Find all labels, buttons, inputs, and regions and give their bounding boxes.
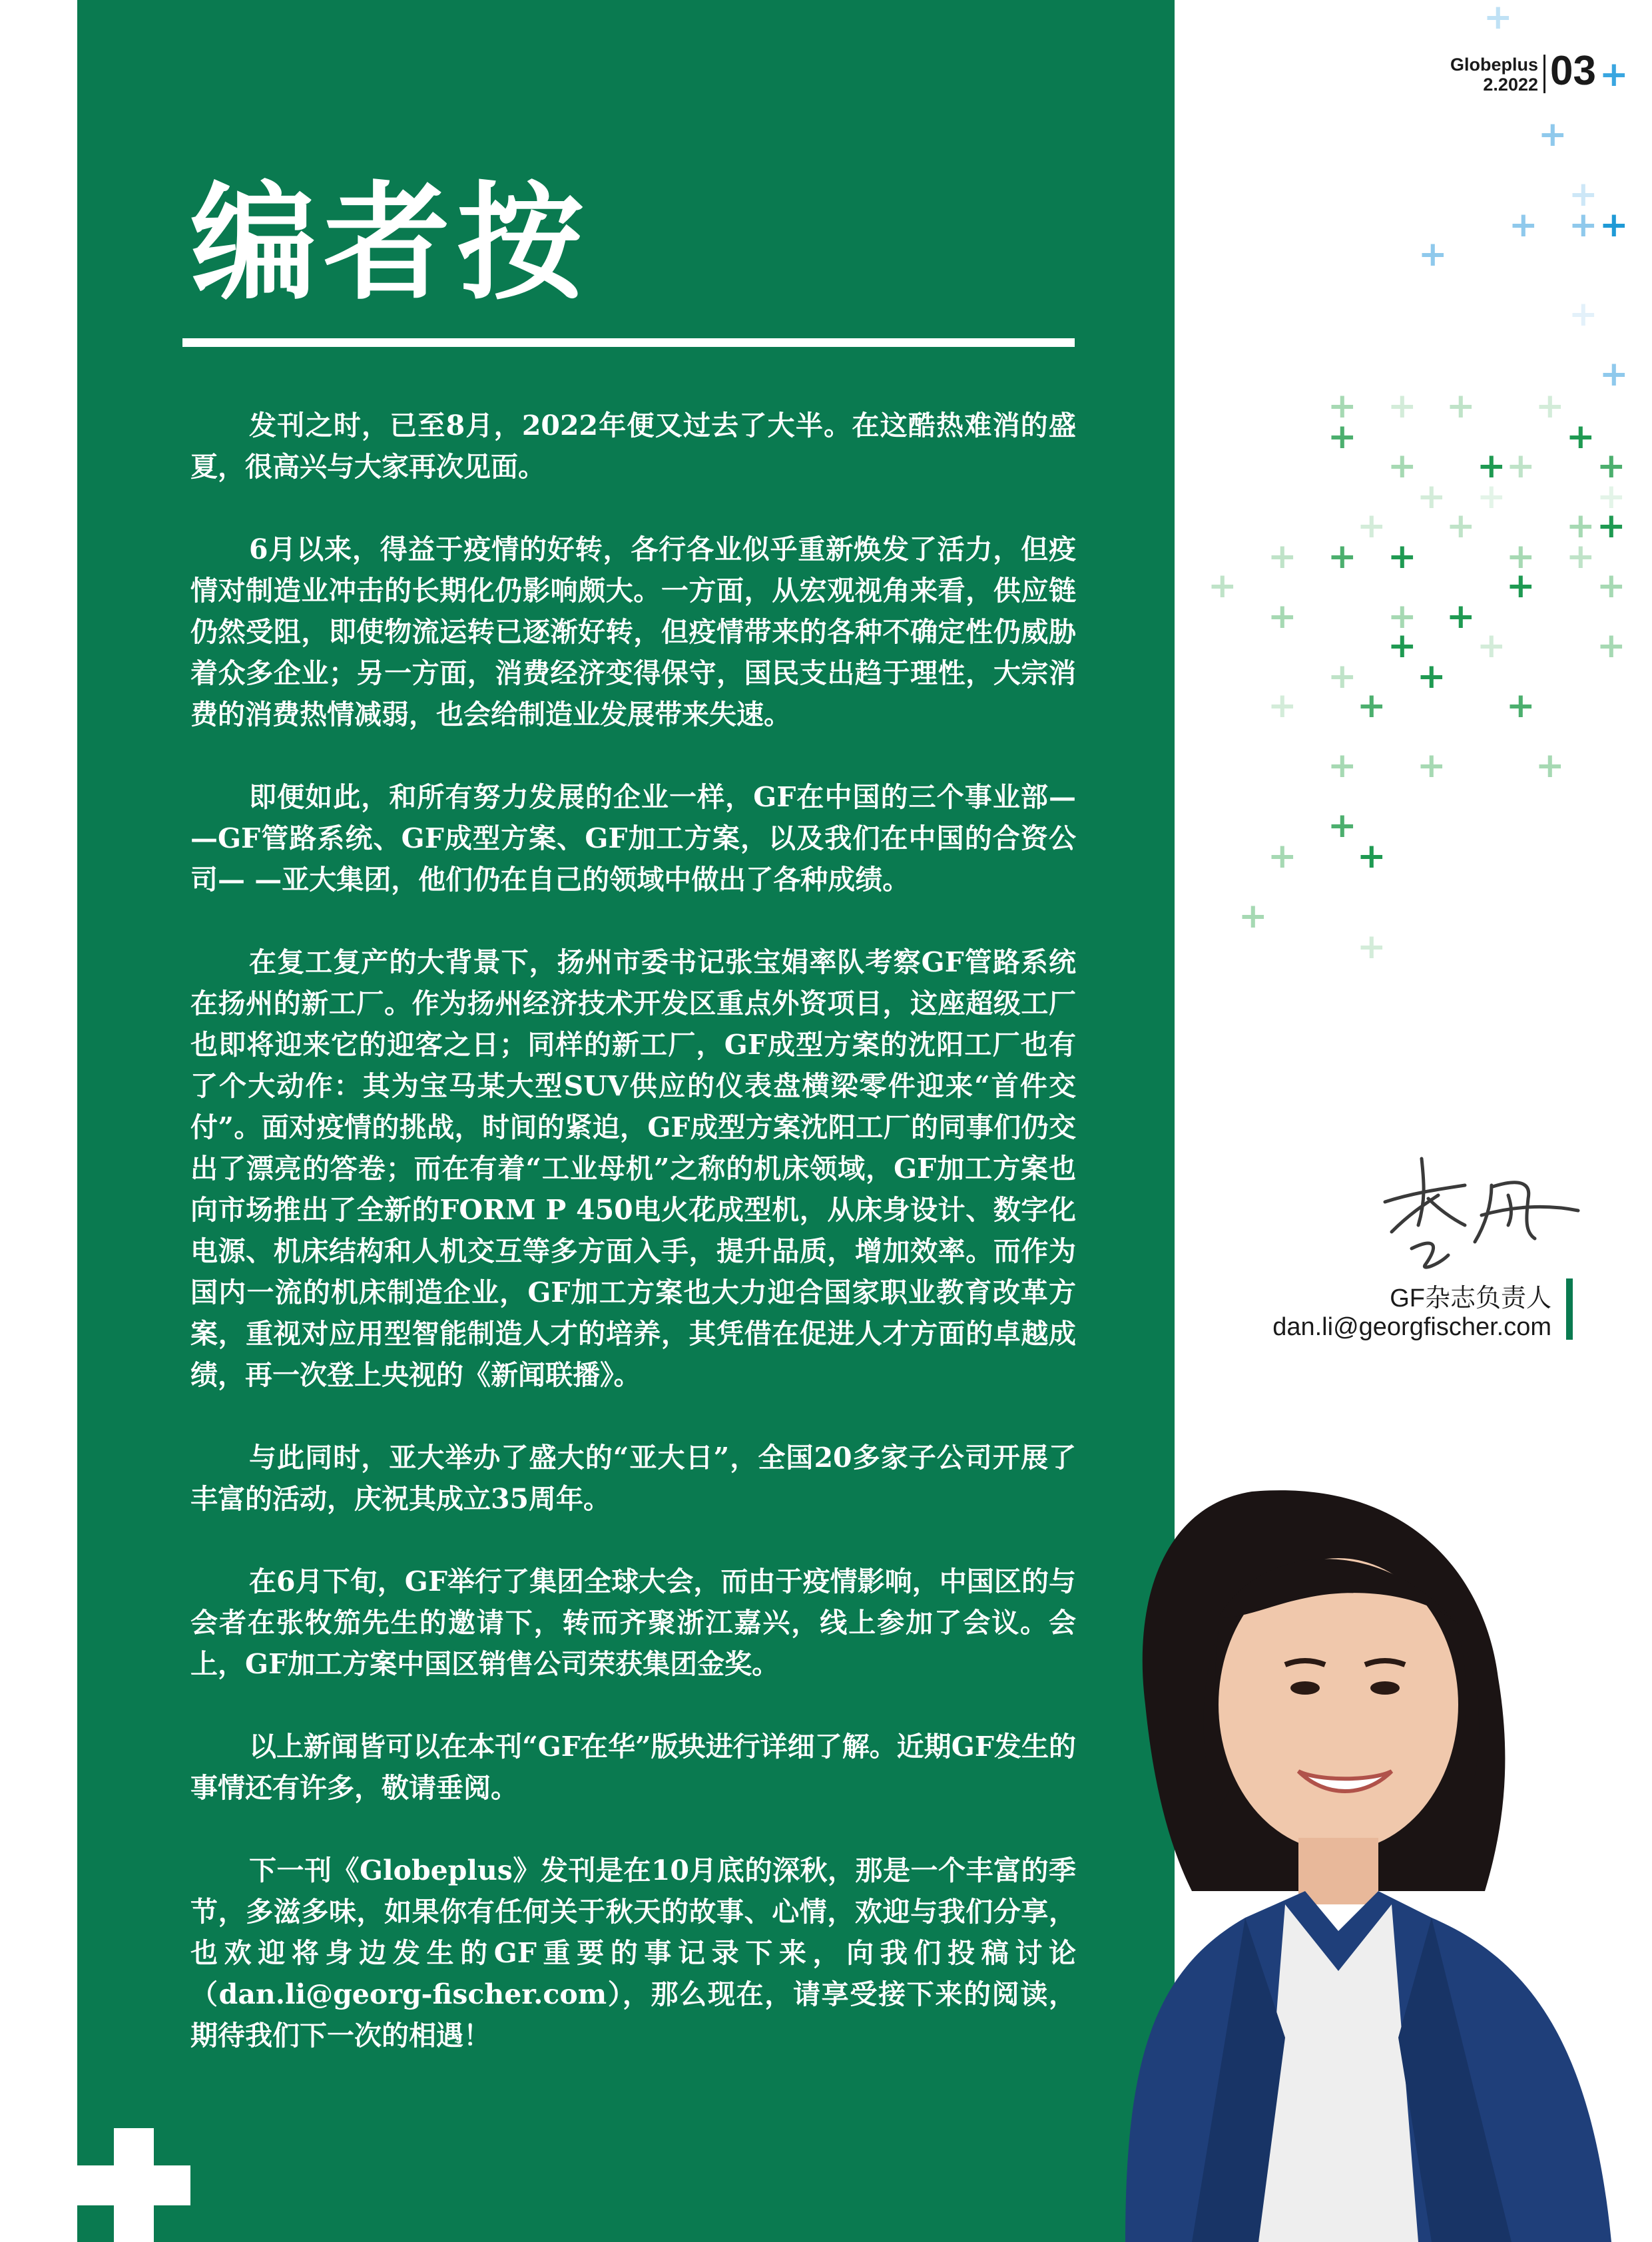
plus-icon: + [1268,597,1297,637]
plus-icon: + [1446,386,1476,426]
paragraph: 在复工复产的大背景下，扬州市委书记张宝娟率队考察GF管路系统在扬州的新工厂。作为扬州经济技术开发区重点外资项目，这座超级工厂也即将迎来它的迎客之日；同样的新工厂，GF成型方案的沈阳工厂也有了个大动作：其为宝马某大型SUV供应的仪表盘横梁零件迎来“首件交付”。面对疫情的挑战，时间的紧迫，GF成型方案沈阳工厂的同事们仍交出了漂亮的答卷；而在有着“工业母机”之称的机床领域，GF加工方案也向市场推出了全新的FORM P 450电火花成型机，从床身设计、数字化电源、机床结构和人机交互等多方面入手，提升品质，增加效率。而作为国内一流的机床制造企业，GF加工方案也大力迎合国家职业教育改革方案，重视对应用型智能制造人才的培养，其凭借在促进人才方面的卓越成绩，再一次登上央视的《新闻联播》。 [190,946,1076,1391]
plus-icon: + [1388,386,1417,426]
plus-icon: + [1597,446,1626,486]
page-number: 03 [1550,48,1596,94]
plus-icon: + [1328,537,1357,577]
handwritten-signature [1365,1132,1591,1278]
plus-icon: + [1328,386,1357,426]
plus-icon: + [1599,55,1629,95]
plus-icon: + [1357,506,1386,546]
signature-role: GF杂志负责人 [1390,1284,1551,1312]
header-divider [1543,55,1545,93]
plus-icon: + [1506,537,1535,577]
plus-icon: + [1477,446,1506,486]
plus-icon: + [1239,896,1268,936]
plus-icon: + [1506,446,1535,486]
plus-icon: + [1566,506,1595,546]
plus-icon: + [1268,836,1297,876]
plus-icon: + [1509,205,1538,245]
plus-icon: + [1417,477,1446,517]
issue-number: 2.2022 [1483,75,1538,95]
plus-icon: + [1328,806,1357,846]
plus-icon: + [1535,746,1565,786]
plus-icon: + [1417,746,1446,786]
paragraph: 6月以来，得益于疫情的好转，各行各业似乎重新焕发了活力，但疫情对制造业冲击的长期化仍影响颇大。一方面，从宏观视角来看，供应链仍然受阻，即使物流运转已逐渐好转，但疫情带来的各种不确定性仍威胁着众多企业；另一方面，消费经济变得保守，国民支出趋于理性，大宗消费的消费热情减弱，也会给制造业发展带来失速。 [190,533,1076,730]
plus-icon: + [1357,686,1386,726]
paragraph: 发刊之时，已至8月，2022年便又过去了大半。在这酷热难消的盛夏，很高兴与大家再次见面。 [190,410,1076,483]
plus-icon: + [1328,746,1357,786]
paragraph: 下一刊《Globeplus》发刊是在10月底的深秋，那是一个丰富的季节，多滋多味，如果你有任何关于秋天的故事、心情，欢迎与我们分享，也欢迎将身边发生的GF重要的事记录下来，向我们投稿讨论（dan.li@georg-fischer.com），那么现在，请享受接下来的阅读，期待我们下一次的相遇！ [190,1854,1076,2052]
editorial-body [190,405,1076,2098]
plus-icon: + [1388,537,1417,577]
editor-portrait-photo [1085,1465,1652,2242]
plus-icon: + [1328,417,1357,457]
signature-accent-bar [1566,1278,1573,1340]
plus-icon: + [1597,626,1626,666]
plus-icon: + [1599,354,1629,394]
plus-icon: + [1597,506,1626,546]
plus-icon: + [1417,657,1446,697]
paragraph: 以上新闻皆可以在本刊“GF在华”版块进行详细了解。近期GF发生的事情还有许多，敬请垂阅。 [190,1731,1076,1804]
plus-icon: + [1538,115,1567,154]
plus-icon: + [1477,626,1506,666]
plus-icon: + [1357,927,1386,967]
plus-icon: + [1566,537,1595,577]
plus-icon: + [1388,446,1417,486]
title-underline [182,338,1075,347]
corner-plus-icon [77,2128,190,2242]
paragraph: 即便如此，和所有努力发展的企业一样，GF在中国的三个事业部— —GF管路系统、GF成型方案、GF加工方案，以及我们在中国的合资公司— —亚大集团，他们仍在自己的领域中做出了各种成绩。 [190,781,1076,896]
plus-icon: + [1484,0,1513,37]
plus-icon: + [1446,597,1476,637]
magazine-name: Globeplus [1450,55,1538,75]
plus-icon: + [1477,477,1506,517]
plus-icon: + [1569,294,1598,334]
plus-icon: + [1357,836,1386,876]
paragraph: 在6月下旬，GF举行了集团全球大会，而由于疫情影响，中国区的与会者在张牧笳先生的邀请下，转而齐聚浙江嘉兴，线上参加了会议。会上，GF加工方案中国区销售公司荣获集团金奖。 [190,1565,1076,1680]
page-title: 编者按 [190,168,591,317]
plus-icon: + [1388,626,1417,666]
plus-icon: + [1446,506,1476,546]
plus-icon: + [1268,686,1297,726]
signature-email[interactable]: dan.li@georgfischer.com [1272,1313,1551,1341]
plus-icon: + [1597,477,1626,517]
plus-icon: + [1569,205,1598,245]
plus-icon: + [1535,386,1565,426]
plus-icon: + [1597,566,1626,606]
plus-icon: + [1268,537,1297,577]
plus-icon: + [1328,657,1357,697]
plus-icon: + [1208,566,1237,606]
plus-icon: + [1506,686,1535,726]
plus-icon: + [1506,566,1535,606]
paragraph: 与此同时，亚大举办了盛大的“亚大日”，全国20多家子公司开展了丰富的活动，庆祝其成立35周年。 [190,1442,1076,1515]
plus-icon: + [1388,597,1417,637]
plus-icon: + [1566,417,1595,457]
plus-icon: + [1418,234,1448,274]
plus-icon: + [1599,205,1629,245]
plus-icon: + [1569,174,1598,214]
